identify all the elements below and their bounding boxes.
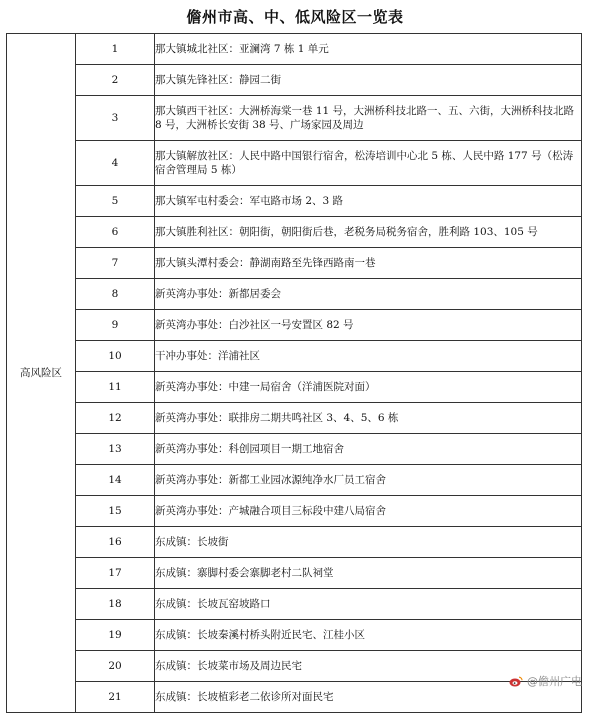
row-number: 17 (76, 558, 155, 589)
row-number: 12 (76, 403, 155, 434)
row-number: 5 (76, 186, 155, 217)
table-row (7, 589, 582, 620)
table-row (7, 186, 582, 217)
row-number: 3 (76, 96, 155, 141)
row-number: 15 (76, 496, 155, 527)
location-cell: 新英湾办事处：新都工业园冰源纯净水厂员工宿舍 (155, 465, 582, 496)
table-row (7, 527, 582, 558)
table-row (7, 434, 582, 465)
row-number: 11 (76, 372, 155, 403)
table-row (7, 310, 582, 341)
table-row (7, 96, 582, 141)
risk-area-table (6, 33, 582, 713)
table-row (7, 65, 582, 96)
location-cell: 那大镇先锋社区：静园二街 (155, 65, 582, 96)
risk-level-cell: 高风险区 (7, 34, 76, 713)
table-row (7, 279, 582, 310)
table-row (7, 341, 582, 372)
row-number: 16 (76, 527, 155, 558)
location-cell: 那大镇军屯村委会：军屯路市场 2、3 路 (155, 186, 582, 217)
watermark-text: @儋州广电 (527, 675, 582, 688)
location-cell: 新英湾办事处：新都居委会 (155, 279, 582, 310)
location-cell: 新英湾办事处：白沙社区一号安置区 82 号 (155, 310, 582, 341)
location-cell: 东成镇：长坡街 (155, 527, 582, 558)
table-row (7, 496, 582, 527)
row-number: 20 (76, 651, 155, 682)
row-number: 9 (76, 310, 155, 341)
location-cell: 东成镇：长坡菜市场及周边民宅 (155, 651, 582, 682)
row-number: 10 (76, 341, 155, 372)
location-cell: 新英湾办事处：产城融合项目三标段中建八局宿舍 (155, 496, 582, 527)
location-cell: 东成镇：寨脚村委会寨脚老村二队祠堂 (155, 558, 582, 589)
table-row (7, 217, 582, 248)
row-number: 14 (76, 465, 155, 496)
location-cell: 新英湾办事处：中建一局宿舍（洋浦医院对面） (155, 372, 582, 403)
table-row (7, 465, 582, 496)
row-number: 7 (76, 248, 155, 279)
table-row (7, 403, 582, 434)
row-number: 18 (76, 589, 155, 620)
page-title: 儋州市高、中、低风险区一览表 (186, 8, 404, 26)
table-row (7, 372, 582, 403)
table-row (7, 682, 582, 713)
table-row (7, 34, 582, 65)
location-cell: 那大镇西干社区：大洲桥海棠一巷 11 号，大洲桥科技北路一、五、六街，大洲桥科技北路 8 号，大洲桥长安街 38 号、广场家园及周边 (155, 96, 582, 141)
location-cell: 那大镇解放社区：人民中路中国银行宿舍，松涛培训中心北 5 栋、人民中路 177 号（松涛宿舍管理局 5 栋） (155, 141, 582, 186)
location-cell: 东成镇：长坡秦溪村桥头附近民宅、江桂小区 (155, 620, 582, 651)
row-number: 1 (76, 34, 155, 65)
risk-table-body (7, 34, 582, 713)
watermark (509, 673, 582, 689)
weibo-icon (509, 676, 523, 687)
row-number: 2 (76, 65, 155, 96)
row-number: 21 (76, 682, 155, 713)
location-cell: 新英湾办事处：联排房二期共鸣社区 3、4、5、6 栋 (155, 403, 582, 434)
table-row (7, 558, 582, 589)
table-row (7, 651, 582, 682)
location-cell: 东成镇：长坡植彩老二依诊所对面民宅 (155, 682, 582, 713)
table-row (7, 248, 582, 279)
row-number: 6 (76, 217, 155, 248)
row-number: 4 (76, 141, 155, 186)
location-cell: 干冲办事处：洋浦社区 (155, 341, 582, 372)
location-cell: 东成镇：长坡瓦窑坡路口 (155, 589, 582, 620)
location-cell: 那大镇胜利社区：朝阳街，朝阳街后巷，老税务局税务宿舍，胜利路 103、105 号 (155, 217, 582, 248)
location-cell: 那大镇头潭村委会：静湖南路至先锋西路南一巷 (155, 248, 582, 279)
row-number: 13 (76, 434, 155, 465)
location-cell: 那大镇城北社区：亚澜湾 7 栋 1 单元 (155, 34, 582, 65)
table-row (7, 620, 582, 651)
location-cell: 新英湾办事处：科创园项目一期工地宿舍 (155, 434, 582, 465)
table-row (7, 141, 582, 186)
row-number: 8 (76, 279, 155, 310)
row-number: 19 (76, 620, 155, 651)
